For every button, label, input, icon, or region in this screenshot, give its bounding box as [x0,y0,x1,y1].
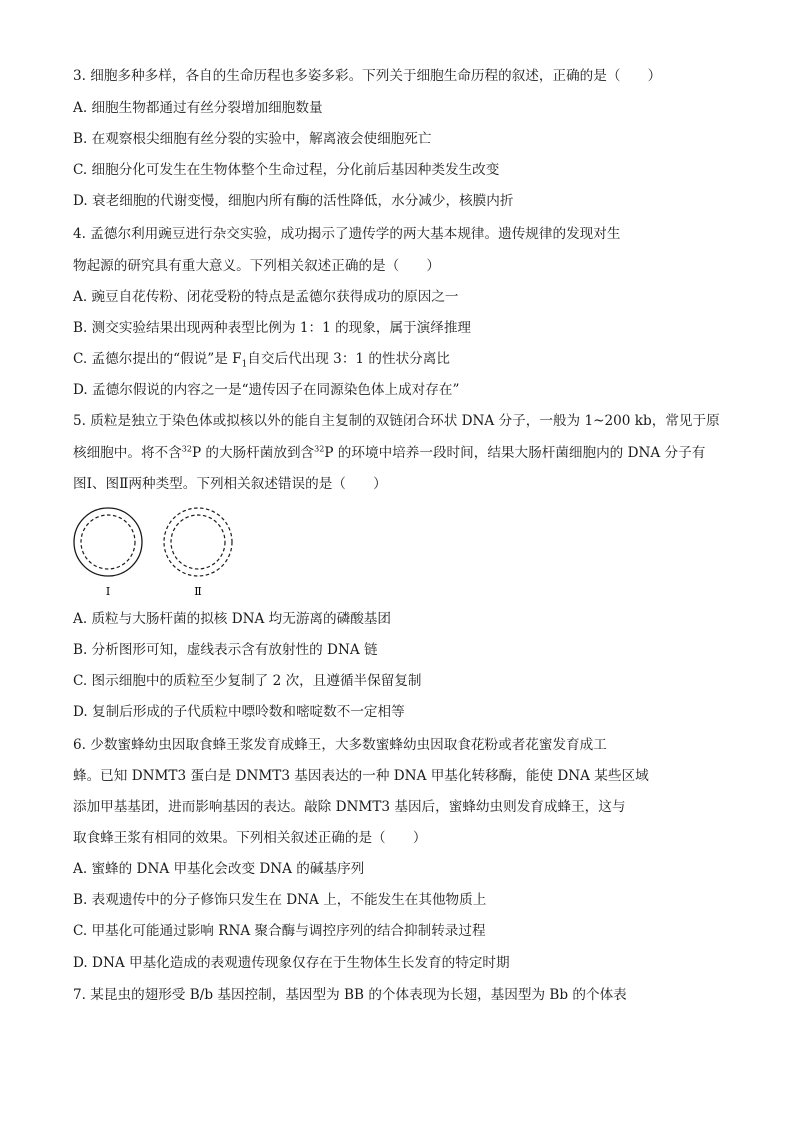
figure-label-1: Ⅰ [105,585,111,598]
q5-option-c: C. 图示细胞中的质粒至少复制了 2 次，且遵循半保留复制 [73,673,422,689]
q3-option-d: D. 衰老细胞的代谢变慢，细胞内所有酶的活性降低，水分减少，核膜内折 [73,193,514,209]
q5-stem-line1: 5. 质粒是独立于染色体或拟核以外的能自主复制的双链闭合环状 DNA 分子，一般为 1~200 kb，常见于原 [73,413,720,429]
q6-stem-line3: 添加甲基基团，进而影响基因的表达。敲除 DNMT3 基因后，蜜蜂幼虫则发育成蜂王，这与 [73,799,626,815]
q3-option-c: C. 细胞分化可发生在生物体整个生命过程，分化前后基因种类发生改变 [73,162,500,178]
plasmid-type-2 [164,508,232,576]
q6-option-b: B. 表观遗传中的分子修饰只发生在 DNA 上，不能发生在其他物质上 [73,892,487,908]
q4-option-c-text-after: 自交后代出现 3：1 的性状分离比 [247,351,450,367]
q5-isotope-superscript-2: 32 [314,444,325,454]
q4-option-b: B. 测交实验结果出现两种表型比例为 1：1 的现象，属于演绎推理 [73,320,472,336]
plasmid-figure [72,502,252,602]
q4-stem-line2: 物起源的研究具有重大意义。下列相关叙述正确的是（ ） [73,258,441,274]
q5-stem-line2 [73,443,705,463]
q5-stem-line2-part-a: 核细胞中。将不含 [73,445,182,461]
q6-option-d: D. DNA 甲基化造成的表观遗传现象仅存在于生物体生长发育的特定时期 [73,955,510,971]
q4-option-c [73,349,450,369]
q4-option-c-text-before: C. 孟德尔提出的“假说”是 F [73,351,242,367]
q5-stem-line3: 图Ⅰ、图Ⅱ两种类型。下列相关叙述错误的是（ ） [73,476,387,492]
q3-option-a: A. 细胞生物都通过有丝分裂增加细胞数量 [73,100,323,116]
q7-stem-line1: 7. 某昆虫的翅形受 B/b 基因控制，基因型为 BB 的个体表现为长翅，基因型为 Bb 的个体表 [73,987,627,1003]
q6-stem-line1: 6. 少数蜜蜂幼虫因取食蜂王浆发育成蜂王，大多数蜜蜂幼虫因取食花粉或者花蜜发育成工 [73,737,607,753]
q5-stem-line2-part-c: P 的环境中培养一段时间，结果大肠杆菌细胞内的 DNA 分子有 [324,445,706,461]
q5-isotope-superscript-1: 32 [181,444,192,454]
q5-option-a: A. 质粒与大肠杆菌的拟核 DNA 均无游离的磷酸基团 [73,611,391,627]
plasmid-1-outer-strand-solid [74,508,142,576]
plasmid-2-outer-strand-dashed [164,508,232,576]
q6-stem-line2: 蜂。已知 DNMT3 蛋白是 DNMT3 基因表达的一种 DNA 甲基化转移酶，能使 DNA 某些区域 [73,768,649,784]
q4-option-a: A. 豌豆自花传粉、闭花受粉的特点是孟德尔获得成功的原因之一 [73,289,459,305]
q5-option-d: D. 复制后形成的子代质粒中嘌呤数和嘧啶数不一定相等 [73,704,405,720]
figure-label-2: Ⅱ [194,585,202,598]
q4-option-c-subscript: 1 [241,359,248,370]
q3-option-b: B. 在观察根尖细胞有丝分裂的实验中，解离液会使细胞死亡 [73,131,432,147]
plasmid-diagram [72,502,252,602]
q3-stem: 3. 细胞多种多样，各自的生命历程也多姿多彩。下列关于细胞生命历程的叙述，正确的是（ ） [73,68,662,84]
q4-option-d: D. 孟德尔假说的内容之一是“遗传因子在同源染色体上成对存在” [73,382,460,398]
plasmid-2-inner-strand-dashed [171,515,225,569]
q6-option-a: A. 蜜蜂的 DNA 甲基化会改变 DNA 的碱基序列 [73,861,365,877]
q5-stem-line2-part-b: P 的大肠杆菌放到含 [191,445,315,461]
q6-option-c: C. 甲基化可能通过影响 RNA 聚合酶与调控序列的结合抑制转录过程 [73,923,486,939]
q5-option-b: B. 分析图形可知，虚线表示含有放射性的 DNA 链 [73,642,378,658]
q4-stem-line1: 4. 孟德尔利用豌豆进行杂交实验，成功揭示了遗传学的两大基本规律。遗传规律的发现对生 [73,226,621,242]
q6-stem-line4: 取食蜂王浆有相同的效果。下列相关叙述正确的是（ ） [73,830,427,846]
plasmid-type-1 [74,508,142,576]
plasmid-1-inner-strand-dashed [81,515,135,569]
